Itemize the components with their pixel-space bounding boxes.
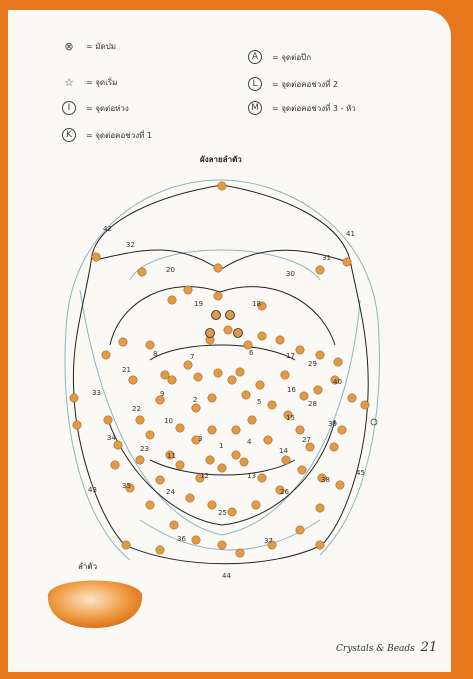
section-number-label: 34: [107, 434, 116, 442]
section-number-label: 32: [126, 241, 135, 249]
bead: [258, 332, 266, 340]
bead: [206, 456, 214, 464]
section-number-label: 24: [166, 488, 175, 496]
section-number-label: 44: [222, 572, 231, 580]
bead: [168, 376, 176, 384]
bead: [282, 456, 290, 464]
section-number-label: 35: [122, 482, 131, 490]
bead: [122, 541, 130, 549]
bead: [146, 341, 154, 349]
circle-i-icon: [206, 329, 215, 338]
section-number-label: 9: [160, 390, 165, 398]
bead: [232, 451, 240, 459]
section-number-label: 42: [103, 225, 112, 233]
bead: [252, 501, 260, 509]
bead: [248, 416, 256, 424]
bead: [268, 401, 276, 409]
section-number-label: 21: [122, 366, 131, 374]
bead: [168, 296, 176, 304]
legend-item-neck1: K = จุดต่อคอช่วงที่ 1: [62, 128, 152, 142]
bead: [184, 286, 192, 294]
section-number-label: 28: [308, 400, 317, 408]
bead: [104, 416, 112, 424]
section-number-label: 5: [257, 398, 262, 406]
circle-i-icon: [234, 329, 243, 338]
bead: [244, 341, 252, 349]
bead: [161, 371, 169, 379]
bead: [194, 373, 202, 381]
bead: [298, 466, 306, 474]
circle-i-icon: [212, 311, 221, 320]
bead: [156, 476, 164, 484]
bead: [256, 381, 264, 389]
legend-item-neck3: M = จุดต่อคอช่วงที่ 3 - หัว: [248, 101, 356, 115]
section-number-label: 33: [92, 389, 101, 397]
legend-item-loop: I = จุดต่อห่วง: [62, 101, 129, 115]
section-number-label: 26: [280, 488, 289, 496]
bead: [70, 394, 78, 402]
bead: [281, 371, 289, 379]
bead: [316, 541, 324, 549]
section-number-label: 30: [286, 270, 295, 278]
bead: [343, 258, 351, 266]
bead: [306, 443, 314, 451]
circle-i-icon: [226, 311, 235, 320]
section-number-label: 27: [302, 436, 311, 444]
section-number-label: 16: [287, 386, 296, 394]
section-number-label: 41: [346, 230, 355, 238]
brand-name: Crystals & Beads: [336, 644, 415, 654]
bead: [296, 526, 304, 534]
section-number-label: 3: [198, 435, 203, 443]
bead: [111, 461, 119, 469]
section-number-label: 23: [140, 445, 149, 453]
body-shape-illustration: [44, 574, 146, 630]
bead: [296, 346, 304, 354]
section-number-label: 29: [308, 360, 317, 368]
section-number-label: 40: [333, 378, 342, 386]
section-number-label: 36: [177, 535, 186, 543]
section-number-label: 17: [286, 352, 295, 360]
bead: [184, 361, 192, 369]
bead: [314, 386, 322, 394]
bead: [146, 501, 154, 509]
bead: [334, 358, 342, 366]
section-number-label: 43: [88, 486, 97, 494]
bead: [214, 264, 222, 272]
bead: [316, 504, 324, 512]
bead: [218, 464, 226, 472]
bead: [316, 351, 324, 359]
circle-l-icon: L: [248, 77, 262, 91]
section-number-label: 37: [264, 537, 273, 545]
legend-item-neck2: L = จุดต่อคอช่วงที่ 2: [248, 77, 338, 91]
section-number-label: 1: [219, 442, 224, 450]
section-number-label: 10: [164, 417, 173, 425]
section-number-label: 2: [193, 396, 198, 404]
bead: [361, 401, 369, 409]
section-number-label: 38: [321, 476, 330, 484]
bead: [224, 326, 232, 334]
section-number-label: 8: [153, 350, 158, 358]
section-number-label: 45: [356, 469, 365, 477]
bead: [316, 266, 324, 274]
knot-icon: [371, 419, 377, 425]
section-number-label: 6: [249, 349, 254, 357]
section-number-label: 4: [247, 438, 252, 446]
circle-k-icon: K: [62, 128, 76, 142]
knot-icon: ⊗: [64, 39, 74, 53]
bead: [236, 368, 244, 376]
diagram-title: ผังลายลำตัว: [200, 155, 242, 164]
bead: [330, 443, 338, 451]
bead: [242, 391, 250, 399]
bead: [218, 182, 226, 190]
page-footer: [336, 640, 437, 655]
bead: [208, 394, 216, 402]
bead: [338, 426, 346, 434]
bead: [176, 461, 184, 469]
section-number-label: 39: [328, 420, 337, 428]
bead: [208, 426, 216, 434]
bead: [348, 394, 356, 402]
bead: [114, 441, 122, 449]
legend-item-wing: A = จุดต่อปีก: [248, 50, 311, 64]
bead: [228, 376, 236, 384]
legend-item-start: ☆ = จุดเริ่ม: [62, 75, 117, 89]
bead: [276, 336, 284, 344]
section-number-label: 11: [167, 452, 176, 460]
bead: [218, 541, 226, 549]
bead: [300, 392, 308, 400]
section-number-label: 7: [190, 353, 195, 361]
bead: [119, 338, 127, 346]
bead: [258, 474, 266, 482]
bead: [208, 501, 216, 509]
body-caption: ลำตัว: [78, 562, 98, 571]
bead: [236, 549, 244, 557]
section-number-label: 18: [252, 300, 261, 308]
bead: [228, 508, 236, 516]
bead: [192, 404, 200, 412]
circle-m-icon: M: [248, 101, 262, 115]
bead: [264, 436, 272, 444]
bead: [129, 376, 137, 384]
bead: [176, 424, 184, 432]
section-number-label: 22: [132, 405, 141, 413]
bead: [170, 521, 178, 529]
bead: [136, 456, 144, 464]
section-number-label: 20: [166, 266, 175, 274]
circle-i-icon: I: [62, 101, 76, 115]
bead: [192, 536, 200, 544]
circle-a-icon: A: [248, 50, 262, 64]
bead: [92, 253, 100, 261]
bead: [232, 426, 240, 434]
section-number-label: 25: [218, 509, 227, 517]
bead: [102, 351, 110, 359]
bead: [73, 421, 81, 429]
section-number-label: 12: [200, 472, 209, 480]
bead: [136, 416, 144, 424]
section-number-label: 14: [279, 447, 288, 455]
bead: [146, 431, 154, 439]
bead: [214, 369, 222, 377]
bead: [214, 292, 222, 300]
bead: [336, 481, 344, 489]
star-icon: ☆: [64, 75, 74, 89]
section-number-label: 13: [247, 472, 256, 480]
section-number-label: 31: [322, 254, 331, 262]
legend-item-knot: ⊗ = มัดปม: [62, 39, 116, 53]
bead: [296, 426, 304, 434]
section-number-label: 19: [194, 300, 203, 308]
bead: [240, 458, 248, 466]
bead: [186, 494, 194, 502]
bead: [138, 268, 146, 276]
section-number-label: 15: [286, 414, 295, 422]
page-number: 21: [420, 640, 438, 655]
bead: [156, 546, 164, 554]
